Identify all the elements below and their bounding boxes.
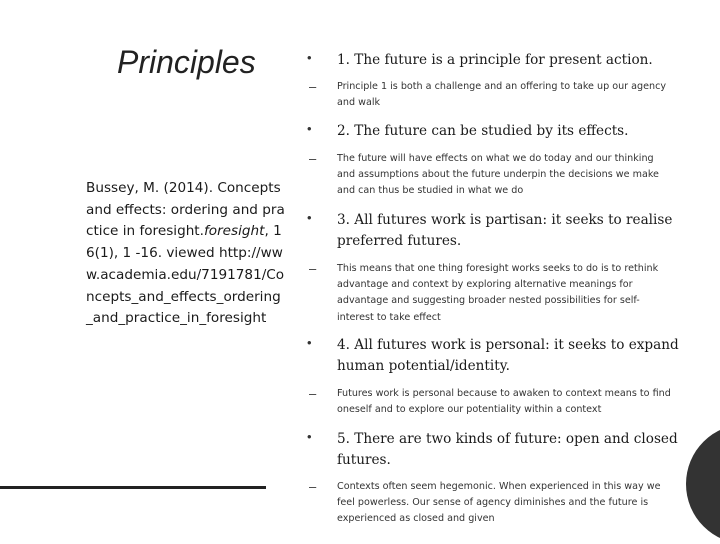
bullet-icon: • bbox=[307, 210, 312, 225]
principle-heading: 4. All futures work is personal: it seeks to expand human potential/identity. bbox=[337, 337, 679, 374]
principle-description: Contexts often seem hegemonic. When experienced in this way we feel powerless. Our sense of agency diminishes and the future is experienced as closed and given bbox=[337, 481, 661, 525]
dash-icon: – bbox=[309, 261, 317, 276]
principle-description: The future will have effects on what we do today and our thinking and assumptions about the future underpin the decisions we make and can thus be studied in what we do bbox=[337, 153, 659, 197]
principle-heading: 3. All futures work is partisan: it seeks to realise preferred futures. bbox=[337, 212, 673, 249]
principle-heading: 1. The future is a principle for present action. bbox=[337, 52, 653, 68]
principle-description: Principle 1 is both a challenge and an offering to take up our agency and walk bbox=[337, 81, 667, 109]
principle-description: Futures work is personal because to awaken to context means to find oneself and to explore our potentiality within a context bbox=[337, 388, 671, 416]
citation-details: , 16(1), 1 -16. viewed http://www.academia.edu/7191781/Concepts_and_effects_ordering_and_practice_in_foresight bbox=[86, 223, 285, 327]
dash-icon: – bbox=[309, 479, 317, 494]
divider-line bbox=[0, 486, 266, 489]
bullet-icon: • bbox=[307, 50, 312, 65]
citation-journal: foresight bbox=[203, 223, 265, 240]
principle-heading: 5. There are two kinds of future: open and closed futures. bbox=[337, 431, 678, 468]
citation-author-year: Bussey, M. (2014). Concepts and effects: ordering and practice in foresight. bbox=[86, 180, 285, 240]
principle-heading: 2. The future can be studied by its effects. bbox=[337, 123, 629, 139]
bullet-icon: • bbox=[307, 121, 312, 136]
citation bbox=[86, 178, 286, 330]
dash-icon: – bbox=[309, 151, 317, 166]
dash-icon: – bbox=[309, 79, 317, 94]
decorative-circle bbox=[686, 424, 720, 544]
dash-icon: – bbox=[309, 386, 317, 401]
principle-description: This means that one thing foresight works seeks to do is to rethink advantage and context by exploring alternative meanings for advantage and suggesting broader nested possibilities for self-interest to take effect bbox=[337, 263, 659, 323]
bullet-icon: • bbox=[307, 429, 312, 444]
bullet-icon: • bbox=[307, 335, 312, 350]
slide-title: Principles bbox=[117, 44, 256, 80]
